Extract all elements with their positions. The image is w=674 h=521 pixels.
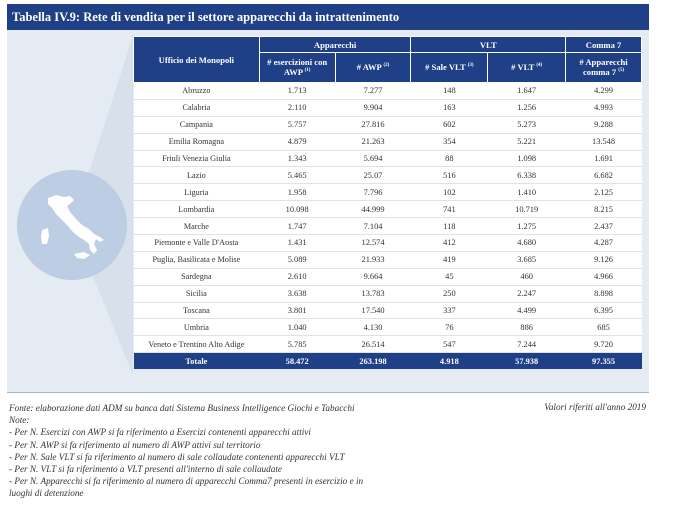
- sale-cell: 516: [411, 167, 488, 184]
- comma-cell: 4.287: [566, 235, 642, 252]
- esercizi-cell: 1.713: [259, 83, 335, 100]
- sale-cell: 337: [411, 302, 488, 319]
- region-cell: Campania: [134, 116, 260, 133]
- region-cell: Lombardia: [134, 201, 260, 218]
- comma-cell: 2.437: [566, 218, 642, 235]
- table-row: [134, 218, 642, 235]
- table-row: [134, 235, 642, 252]
- awp-cell: 7.104: [335, 218, 411, 235]
- comma-cell: 9.288: [566, 116, 642, 133]
- sale-cell: 148: [411, 83, 488, 100]
- vlt-cell: 1.410: [488, 184, 566, 201]
- table-row: [134, 285, 642, 302]
- vlt-header: VLT: [411, 37, 566, 53]
- sale-cell: 354: [411, 133, 488, 150]
- awp-cell: 9.904: [335, 99, 411, 116]
- comma-cell: 6.682: [566, 167, 642, 184]
- source-text: Fonte: elaborazione dati ADM su banca dati Sistema Business Intelligence Giochi e Tabacchi: [9, 403, 355, 413]
- region-cell: Abruzzo: [134, 83, 260, 100]
- table-row: [134, 83, 642, 100]
- vlt-cell: 4.680: [488, 235, 566, 252]
- comma-cell: 4.299: [566, 83, 642, 100]
- awp-cell: 5.694: [335, 150, 411, 167]
- awp-cell: 12.574: [335, 235, 411, 252]
- comma-cell: 8.898: [566, 285, 642, 302]
- esercizi-cell: 5.089: [259, 251, 335, 268]
- sale-cell: 163: [411, 99, 488, 116]
- region-cell: Lazio: [134, 167, 260, 184]
- vlt-cell: 10.719: [488, 201, 566, 218]
- table-title: Tabella IV.9: Rete di vendita per il settore apparecchi da intrattenimento: [7, 4, 649, 30]
- awp-cell: 21.933: [335, 251, 411, 268]
- table-row: [134, 268, 642, 285]
- total-label: Totale: [134, 353, 260, 370]
- total-comma7: 97.355: [566, 353, 642, 370]
- sale-cell: 547: [411, 336, 488, 353]
- awp-cell: 13.783: [335, 285, 411, 302]
- table-row: [134, 99, 642, 116]
- reference-year-note: Valori riferiti all'anno 2019: [544, 402, 646, 412]
- esercizi-header: # esercizioni con AWP $^{(1)}$: [259, 53, 335, 83]
- comma7-header: Comma 7: [566, 37, 642, 53]
- vlt-cell: 1.647: [488, 83, 566, 100]
- awp-cell: 44.999: [335, 201, 411, 218]
- sale-cell: 741: [411, 201, 488, 218]
- table-row: [134, 302, 642, 319]
- note-line: - Per N. Esercizi con AWP si fa riferimento a Esercizi contenenti apparecchi attivi: [9, 427, 311, 438]
- esercizi-cell: 3.638: [259, 285, 335, 302]
- total-esercizi: 58.472: [259, 353, 335, 370]
- region-cell: Veneto e Trentino Alto Adige: [134, 336, 260, 353]
- region-cell: Piemonte e Valle D'Aosta: [134, 235, 260, 252]
- sale-cell: 102: [411, 184, 488, 201]
- comma-cell: 4.966: [566, 268, 642, 285]
- esercizi-cell: 1.747: [259, 218, 335, 235]
- esercizi-cell: 1.431: [259, 235, 335, 252]
- italy-map-icon: [34, 192, 114, 268]
- esercizi-cell: 10.098: [259, 201, 335, 218]
- vlt-cell: 1.098: [488, 150, 566, 167]
- comma-cell: 8.215: [566, 201, 642, 218]
- table-row: [134, 251, 642, 268]
- office-header: Ufficio dei Monopoli: [134, 37, 260, 83]
- esercizi-cell: 1.958: [259, 184, 335, 201]
- region-cell: Sardegna: [134, 268, 260, 285]
- awp-cell: 7.796: [335, 184, 411, 201]
- table-row: [134, 201, 642, 218]
- sale-cell: 250: [411, 285, 488, 302]
- sale-cell: 88: [411, 150, 488, 167]
- sale-cell: 118: [411, 218, 488, 235]
- sale-cell: 602: [411, 116, 488, 133]
- table-row: [134, 116, 642, 133]
- esercizi-cell: 3.801: [259, 302, 335, 319]
- note-line: - Per N. Apparecchi si fa riferimento al numero di apparecchi Comma7 presenti in esercizio e in: [9, 476, 364, 487]
- awp-cell: 9.664: [335, 268, 411, 285]
- comma-cell: 9.720: [566, 336, 642, 353]
- awp-cell: 25.07: [335, 167, 411, 184]
- vlt-cell: 886: [488, 319, 566, 336]
- comma-cell: 1.691: [566, 150, 642, 167]
- esercizi-cell: 2.610: [259, 268, 335, 285]
- vlt-cell: 460: [488, 268, 566, 285]
- esercizi-cell: 5.785: [259, 336, 335, 353]
- region-cell: Marche: [134, 218, 260, 235]
- awp-header: # AWP $^{(2)}$: [335, 53, 411, 83]
- region-cell: Toscana: [134, 302, 260, 319]
- total-row: [134, 353, 642, 370]
- awp-cell: 21.263: [335, 133, 411, 150]
- esercizi-cell: 5.757: [259, 116, 335, 133]
- region-cell: Puglia, Basilicata e Molise: [134, 251, 260, 268]
- notes-label: Note:: [9, 415, 30, 426]
- region-cell: Emilia Romagna: [134, 133, 260, 150]
- awp-cell: 26.514: [335, 336, 411, 353]
- vlt-cell: 3.685: [488, 251, 566, 268]
- comma7-count-header: # Apparecchi comma 7 $^{(5)}$: [566, 53, 642, 83]
- sale-cell: 45: [411, 268, 488, 285]
- apparecchi-header: Apparecchi: [259, 37, 411, 53]
- note-line: - Per N. VLT si fa riferimento a VLT presenti all'interno di sale collaudate: [9, 464, 282, 475]
- note-line: - Per N. Sale VLT si fa riferimento al numero di sale collaudate contenenti apparecchi VLT: [9, 451, 345, 462]
- esercizi-cell: 4.879: [259, 133, 335, 150]
- region-cell: Calabria: [134, 99, 260, 116]
- table-row: [134, 150, 642, 167]
- footer-notes: [9, 402, 649, 500]
- sales-network-table: [133, 36, 642, 369]
- comma-cell: 6.395: [566, 302, 642, 319]
- sale-cell: 419: [411, 251, 488, 268]
- sale-vlt-header: # Sale VLT $^{(3)}$: [411, 53, 488, 83]
- comma-cell: 9.126: [566, 251, 642, 268]
- note-line: - Per N. AWP si fa riferimento al numero di AWP attivi sul territorio: [9, 439, 261, 450]
- vlt-cell: 5.273: [488, 116, 566, 133]
- esercizi-cell: 1.040: [259, 319, 335, 336]
- awp-cell: 27.816: [335, 116, 411, 133]
- vlt-cell: 2.247: [488, 285, 566, 302]
- table-row: [134, 319, 642, 336]
- table-row: [134, 167, 642, 184]
- table-row: [134, 336, 642, 353]
- awp-cell: 7.277: [335, 83, 411, 100]
- esercizi-cell: 2.110: [259, 99, 335, 116]
- esercizi-cell: 1.343: [259, 150, 335, 167]
- region-cell: Liguria: [134, 184, 260, 201]
- total-vlt: 57.938: [488, 353, 566, 370]
- comma-cell: 2.125: [566, 184, 642, 201]
- vlt-cell: 1.256: [488, 99, 566, 116]
- comma-cell: 4.993: [566, 99, 642, 116]
- total-sale: 4.918: [411, 353, 488, 370]
- table-row: [134, 184, 642, 201]
- vlt-count-header: # VLT $^{(4)}$: [488, 53, 566, 83]
- region-cell: Umbria: [134, 319, 260, 336]
- comma-cell: 13.548: [566, 133, 642, 150]
- vlt-cell: 4.499: [488, 302, 566, 319]
- comma-cell: 685: [566, 319, 642, 336]
- vlt-cell: 1.275: [488, 218, 566, 235]
- total-awp: 263.198: [335, 353, 411, 370]
- note-line: luoghi di detenzione: [9, 488, 84, 499]
- vlt-cell: 6.338: [488, 167, 566, 184]
- awp-cell: 4.130: [335, 319, 411, 336]
- sale-cell: 76: [411, 319, 488, 336]
- region-cell: Friuli Venezia Giulia: [134, 150, 260, 167]
- divider: [7, 392, 649, 393]
- vlt-cell: 5.221: [488, 133, 566, 150]
- table-row: [134, 133, 642, 150]
- vlt-cell: 7.244: [488, 336, 566, 353]
- esercizi-cell: 5.465: [259, 167, 335, 184]
- sale-cell: 412: [411, 235, 488, 252]
- awp-cell: 17.540: [335, 302, 411, 319]
- region-cell: Sicilia: [134, 285, 260, 302]
